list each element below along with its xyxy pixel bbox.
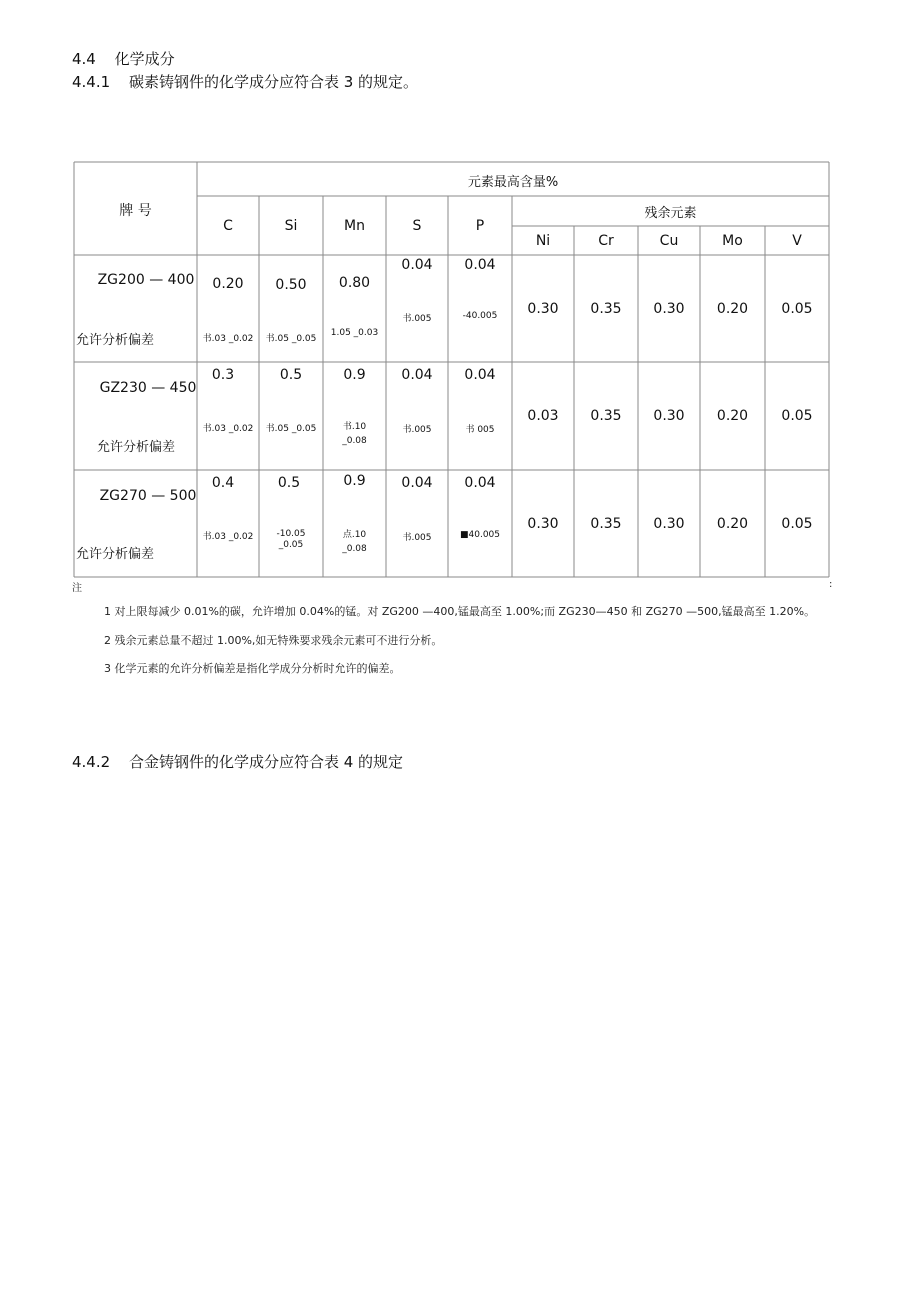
residual-cell: 0.30	[653, 301, 685, 317]
value-cell: 0.3	[211, 367, 235, 383]
deviation-cell: -10.05	[276, 529, 306, 539]
deviation-cell: 书 005	[465, 425, 495, 435]
deviation-label: 允许分析偏差	[76, 333, 155, 348]
value-cell: 0.80	[338, 275, 371, 291]
residual-cell: 0.05	[781, 301, 813, 317]
deviation-cell: 书.03 _0.02	[202, 532, 254, 542]
value-cell: 0.9	[343, 473, 366, 489]
residual-element-header: Cr	[598, 233, 614, 249]
note-item-3: 3 化学元素的允许分析偏差是指化学成分分析时允许的偏差。	[104, 662, 401, 675]
deviation-cell: -40.005	[462, 311, 498, 321]
deviation-cell: 1.05 _0.03	[330, 328, 379, 338]
subsection-number: 4.4.2	[72, 753, 111, 771]
deviation-cell: 点.10	[342, 530, 367, 540]
deviation-cell: 书.005	[402, 533, 432, 543]
value-cell: 0.4	[211, 475, 235, 491]
residual-cell: 0.30	[653, 516, 685, 532]
residual-element-header: Ni	[535, 233, 551, 249]
deviation-cell: 书.05 _0.05	[265, 424, 317, 434]
deviation-cell-line2: _0.08	[342, 436, 367, 446]
element-header: S	[412, 218, 422, 234]
table-grid	[0, 0, 920, 600]
element-header: Si	[284, 218, 298, 234]
value-cell: 0.04	[464, 367, 496, 383]
value-cell: 0.5	[279, 367, 303, 383]
residual-cell: 0.05	[781, 408, 813, 424]
deviation-cell: 书.005	[402, 314, 432, 324]
residual-header: 残余元素	[644, 206, 697, 221]
subsection-number: 4.4.1	[72, 73, 111, 91]
deviation-cell: 书.05 _0.05	[265, 334, 317, 344]
value-cell: 0.04	[401, 367, 433, 383]
element-header: Mn	[344, 218, 365, 234]
note-item-2: 2 残余元素总量不超过 1.00%,如无特殊要求残余元素可不进行分析。	[104, 634, 443, 647]
residual-cell: 0.20	[716, 516, 749, 532]
residual-element-header: Mo	[722, 233, 743, 249]
residual-cell: 0.05	[781, 516, 813, 532]
deviation-cell-line2: _0.05	[278, 540, 304, 550]
deviation-cell-line2: _0.08	[342, 544, 367, 554]
residual-element-header: Cu	[659, 233, 679, 249]
deviation-cell: 书.005	[402, 425, 432, 435]
value-cell: 0.5	[277, 475, 301, 491]
deviation-label: 允许分析偏差	[76, 547, 155, 562]
grade-name: ZG200 — 400	[97, 272, 195, 288]
value-cell: 0.9	[343, 367, 366, 383]
note-item-1: 1 对上限每减少 0.01%的碳，允许增加 0.04%的锰。对 ZG200 —400,锰最高至 1.00%;而 ZG230—450 和 ZG270 —500,锰最高至 1.20%。	[104, 605, 816, 618]
subsection-title: 合金铸钢件的化学成分应符合表 4 的规定	[128, 753, 404, 771]
value-cell: 0.04	[401, 475, 433, 491]
residual-cell: 0.03	[527, 408, 559, 424]
deviation-cell: 书.10	[342, 422, 367, 432]
residual-cell: 0.30	[527, 301, 559, 317]
deviation-cell: ■40.005	[460, 530, 500, 540]
element-header: C	[223, 218, 233, 234]
value-cell: 0.04	[464, 257, 496, 273]
residual-cell: 0.35	[590, 301, 622, 317]
value-cell: 0.04	[401, 257, 433, 273]
subsection-title: 碳素铸钢件的化学成分应符合表 3 的规定。	[128, 73, 419, 91]
section-title: 化学成分	[114, 50, 175, 68]
grade-name: GZ230 — 450	[99, 380, 197, 396]
residual-cell: 0.20	[716, 408, 749, 424]
grade-name: ZG270 — 500	[99, 488, 197, 504]
residual-cell: 0.35	[590, 408, 622, 424]
section-number: 4.4	[72, 50, 96, 68]
deviation-cell: 书.03 _0.02	[202, 424, 254, 434]
notes-colon: :	[829, 579, 833, 590]
deviation-label: 允许分析偏差	[97, 440, 176, 455]
residual-cell: 0.30	[653, 408, 685, 424]
max-content-header: 元素最高含量%	[467, 175, 559, 190]
residual-cell: 0.30	[527, 516, 559, 532]
value-cell: 0.04	[464, 475, 496, 491]
subsection-heading-2	[72, 751, 403, 772]
residual-cell: 0.20	[716, 301, 749, 317]
residual-cell: 0.35	[590, 516, 622, 532]
element-header: P	[475, 218, 485, 234]
value-cell: 0.20	[212, 276, 244, 292]
residual-element-header: V	[792, 233, 802, 249]
notes-label: 注	[72, 583, 82, 594]
deviation-cell: 书.03 _0.02	[202, 334, 254, 344]
value-cell: 0.50	[275, 277, 307, 293]
grade-header: 牌 号	[119, 203, 152, 219]
